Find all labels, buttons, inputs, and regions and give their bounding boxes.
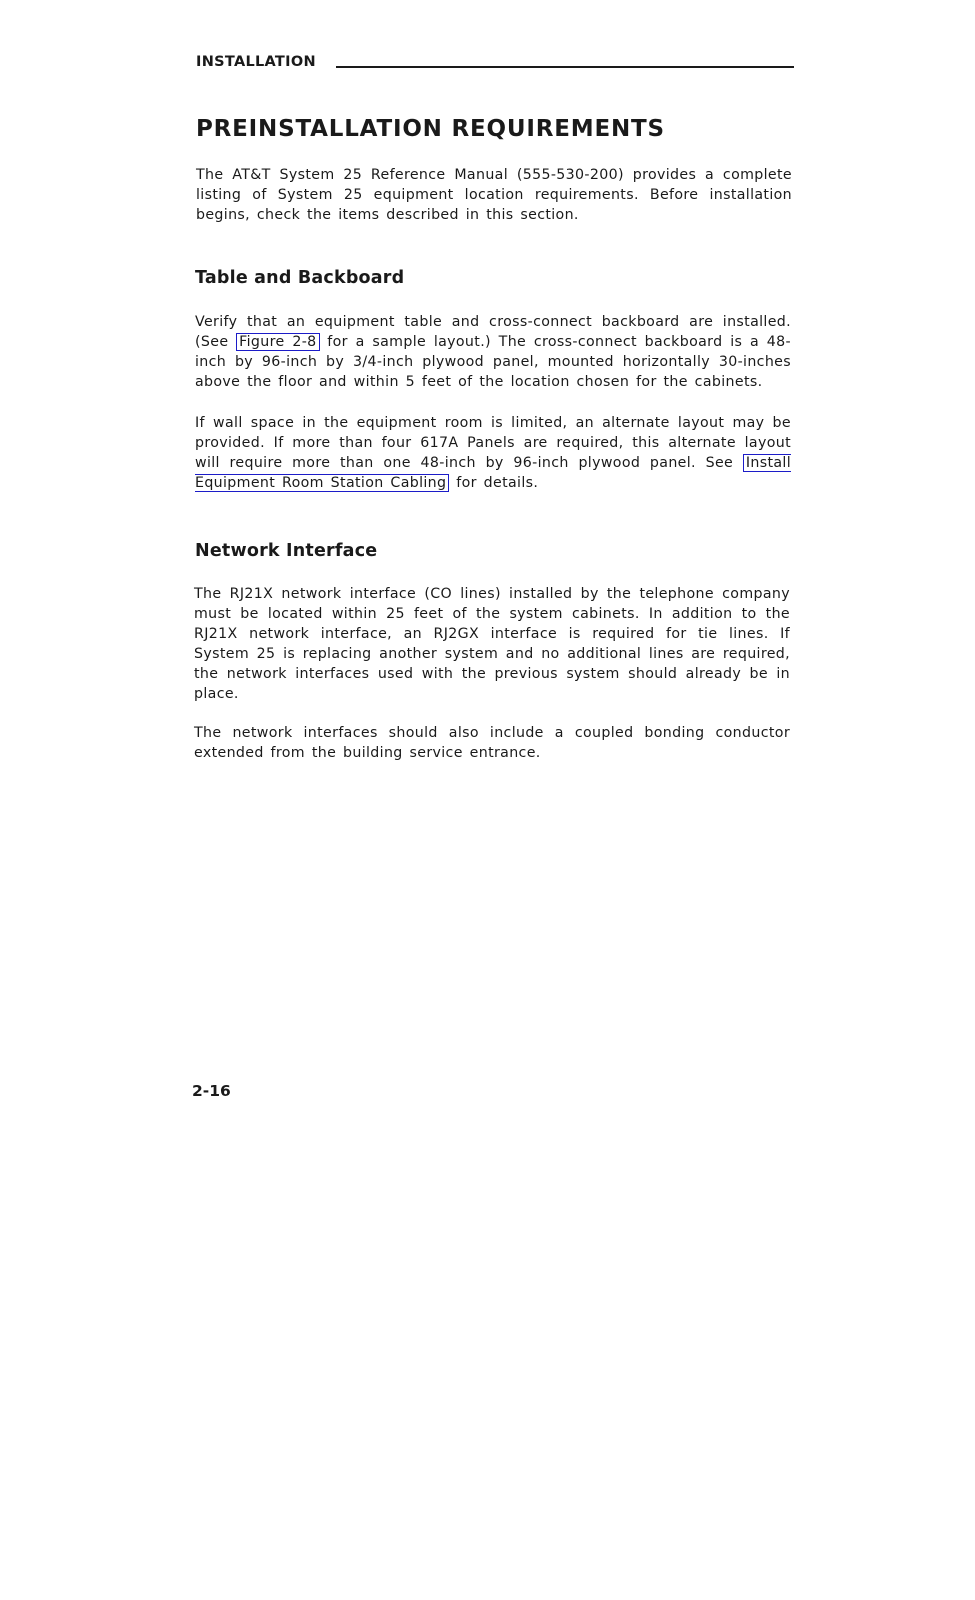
paragraph-text: Verify that an equipment table and cross-connect backboard are installed. (See bbox=[195, 314, 791, 350]
table-backboard-paragraph-1 bbox=[195, 312, 791, 392]
section-heading-table-backboard: Table and Backboard bbox=[195, 268, 405, 288]
figure-2-8-link[interactable]: Figure 2-8 bbox=[236, 333, 319, 351]
install-equipment-room-station-cabling-link[interactable]: Install Equipment Room Station Cabling bbox=[195, 455, 791, 491]
paragraph-text: for a sample layout.) The cross-connect backboard is a 48-inch by 96-inch by 3/4-inch plywood panel, mounted horizontally 30-inches above the floor and within 5 feet of the location chosen for the cabinets. bbox=[195, 334, 792, 390]
header-rule bbox=[336, 66, 794, 68]
running-head: INSTALLATION bbox=[196, 54, 316, 70]
paragraph-text: If wall space in the equipment room is limited, an alternate layout may be provided. If more than four 617A Panels are required, this alternate layout will require more than one 48-inch by 96-inch plywood panel. See bbox=[195, 415, 791, 471]
paragraph-text: for details. bbox=[449, 475, 539, 491]
section-heading-network-interface: Network Interface bbox=[195, 541, 378, 561]
page-title: PREINSTALLATION REQUIREMENTS bbox=[196, 116, 665, 142]
table-backboard-paragraph-2 bbox=[195, 413, 791, 493]
intro-paragraph: The AT&T System 25 Reference Manual (555-530-200) provides a complete listing of System 25 equipment location requirements. Before installation begins, check the items described in this section. bbox=[196, 167, 792, 223]
network-interface-paragraph-2: The network interfaces should also include a coupled bonding conductor extended from the building service entrance. bbox=[194, 725, 790, 761]
page-number: 2-16 bbox=[192, 1082, 231, 1100]
network-interface-paragraph-1: The RJ21X network interface (CO lines) installed by the telephone company must be located within 25 feet of the system cabinets. In addition to the RJ21X network interface, an RJ2GX interface is required for tie lines. If System 25 is replacing another system and no additional lines are required, the network interfaces used with the previous system should already be in place. bbox=[194, 586, 790, 702]
